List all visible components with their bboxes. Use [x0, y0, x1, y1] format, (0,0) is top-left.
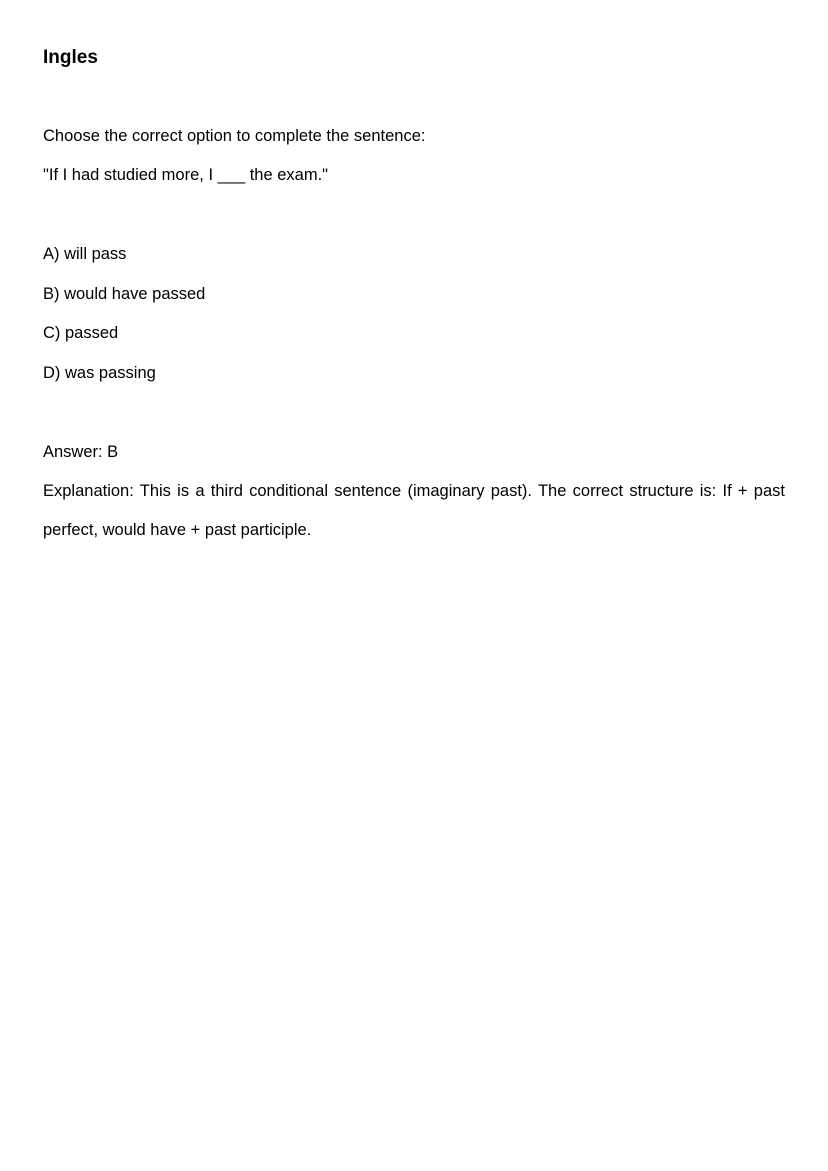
answer-text: Answer: B: [43, 443, 119, 461]
option-d: D) was passing: [43, 364, 156, 382]
question-sentence: "If I had studied more, I ___ the exam.": [43, 166, 329, 184]
explanation-line-2: perfect, would have + past participle.: [43, 521, 312, 539]
explanation-line-1: Explanation: This is a third conditional sentence (imaginary past). The correct structure is: If + past: [43, 482, 785, 500]
document-title: Ingles: [43, 47, 98, 68]
option-b: B) would have passed: [43, 285, 206, 303]
instruction-text: Choose the correct option to complete the sentence:: [43, 127, 426, 145]
option-a: A) will pass: [43, 245, 127, 263]
option-c: C) passed: [43, 324, 119, 342]
